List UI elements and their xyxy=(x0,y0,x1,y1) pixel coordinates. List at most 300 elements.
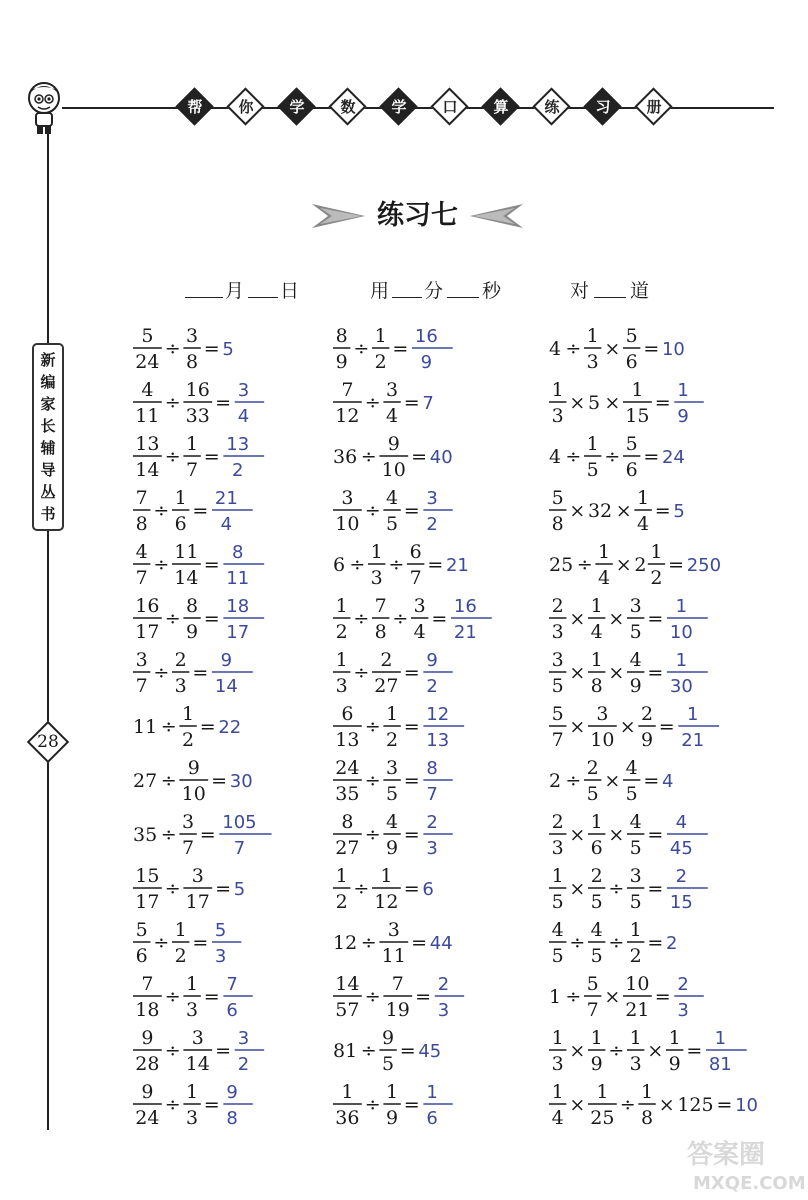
question-fraction xyxy=(588,649,605,697)
equals-sign: = xyxy=(403,824,420,846)
answer-fraction xyxy=(223,1082,252,1129)
answer-fraction xyxy=(219,812,271,859)
svg-text:4: 4 xyxy=(413,621,426,643)
svg-text:8: 8 xyxy=(186,595,199,617)
page-number: 28 xyxy=(37,732,59,752)
svg-text:3: 3 xyxy=(596,703,609,725)
svg-text:5: 5 xyxy=(551,945,564,967)
svg-text:27: 27 xyxy=(335,837,360,859)
question-fraction xyxy=(588,703,617,751)
svg-text:15: 15 xyxy=(625,405,650,427)
svg-text:4: 4 xyxy=(386,405,399,427)
operator: × xyxy=(615,500,632,522)
svg-text:1: 1 xyxy=(590,595,603,617)
side-char: 书 xyxy=(40,504,56,523)
svg-text:7: 7 xyxy=(135,487,148,509)
side-char: 长 xyxy=(40,416,56,435)
operator: ÷ xyxy=(364,824,381,846)
svg-text:8: 8 xyxy=(341,811,354,833)
answer-value: 21 xyxy=(445,555,469,576)
svg-text:17: 17 xyxy=(135,621,160,643)
question-fraction xyxy=(179,757,208,805)
question-fraction xyxy=(183,865,212,913)
question-number: 35 xyxy=(133,824,158,846)
answer-fraction xyxy=(674,974,703,1021)
operator: ÷ xyxy=(160,716,177,738)
answer-value: 10 xyxy=(661,339,685,360)
answer-fraction xyxy=(223,542,264,589)
svg-text:13: 13 xyxy=(335,729,360,751)
svg-text:3: 3 xyxy=(135,649,148,671)
question-fraction xyxy=(372,325,389,373)
svg-text:7: 7 xyxy=(341,379,354,401)
svg-text:3: 3 xyxy=(191,865,204,887)
svg-text:3: 3 xyxy=(437,1000,450,1021)
svg-text:17: 17 xyxy=(135,891,160,913)
svg-text:1: 1 xyxy=(590,649,603,671)
svg-text:24: 24 xyxy=(335,757,360,779)
equals-sign: = xyxy=(215,878,232,900)
side-char: 辅 xyxy=(40,438,56,457)
banner-char: 数 xyxy=(329,88,367,126)
svg-text:5: 5 xyxy=(586,973,599,995)
svg-text:2: 2 xyxy=(675,866,688,887)
svg-text:8: 8 xyxy=(186,351,199,373)
question-fraction xyxy=(383,1081,400,1129)
problem-item xyxy=(133,1080,363,1130)
problem-item xyxy=(133,810,363,860)
svg-text:3: 3 xyxy=(426,488,438,509)
question-fraction xyxy=(627,1027,644,1075)
svg-text:8: 8 xyxy=(135,513,148,535)
svg-text:45: 45 xyxy=(669,838,693,859)
svg-text:4: 4 xyxy=(386,811,399,833)
operator: ÷ xyxy=(565,338,582,360)
banner-char: 练 xyxy=(533,88,571,126)
operator: ÷ xyxy=(164,1040,181,1062)
svg-text:4: 4 xyxy=(237,406,250,427)
operator: ÷ xyxy=(388,554,405,576)
question-fraction xyxy=(179,703,196,751)
question-fraction xyxy=(627,595,644,643)
svg-text:1: 1 xyxy=(598,541,611,563)
svg-text:21: 21 xyxy=(453,622,477,643)
problem-item xyxy=(333,756,563,806)
equals-sign: = xyxy=(415,986,432,1008)
operator: ÷ xyxy=(619,1094,636,1116)
operator: × xyxy=(569,716,586,738)
svg-text:7: 7 xyxy=(135,567,148,589)
operator: ÷ xyxy=(164,392,181,414)
side-char: 丛 xyxy=(40,482,56,501)
svg-text:18: 18 xyxy=(135,999,160,1021)
question-fraction xyxy=(549,919,566,967)
page-title: 练习七 xyxy=(377,200,458,231)
operator: × xyxy=(658,1094,675,1116)
svg-text:12: 12 xyxy=(426,704,450,725)
answer-value: 22 xyxy=(218,717,242,738)
svg-text:2: 2 xyxy=(174,649,187,671)
question-fraction xyxy=(333,865,350,913)
svg-text:5: 5 xyxy=(586,459,599,481)
answer-fraction xyxy=(423,704,464,751)
svg-text:6: 6 xyxy=(341,703,354,725)
svg-text:5: 5 xyxy=(141,325,154,347)
question-fraction xyxy=(638,703,655,751)
operator: ÷ xyxy=(604,446,621,468)
svg-text:3: 3 xyxy=(186,999,199,1021)
operator: ÷ xyxy=(353,338,370,360)
question-fraction xyxy=(133,919,150,967)
operator: ÷ xyxy=(164,608,181,630)
question-fraction xyxy=(133,487,150,535)
svg-text:1: 1 xyxy=(386,1081,399,1103)
use-label: 用 xyxy=(370,280,390,302)
equals-sign: = xyxy=(403,662,420,684)
svg-text:1: 1 xyxy=(586,433,599,455)
svg-text:14: 14 xyxy=(185,1053,210,1075)
operator: ÷ xyxy=(364,716,381,738)
problem-item xyxy=(549,486,779,536)
svg-text:21: 21 xyxy=(214,488,238,509)
question-fraction xyxy=(666,1027,683,1075)
problem-item xyxy=(549,864,779,914)
svg-text:5: 5 xyxy=(386,513,399,535)
svg-text:1: 1 xyxy=(687,704,699,725)
operator: ÷ xyxy=(565,446,582,468)
answer-fraction xyxy=(212,920,241,967)
svg-text:1: 1 xyxy=(714,1028,727,1049)
svg-text:1: 1 xyxy=(335,865,348,887)
svg-text:2: 2 xyxy=(386,729,399,751)
svg-text:2: 2 xyxy=(426,812,438,833)
operator: ÷ xyxy=(164,1094,181,1116)
question-fraction xyxy=(588,865,605,913)
svg-text:3: 3 xyxy=(629,595,642,617)
question-fraction xyxy=(172,541,201,589)
svg-text:3: 3 xyxy=(386,757,399,779)
svg-text:2: 2 xyxy=(641,703,654,725)
svg-text:21: 21 xyxy=(625,999,650,1021)
problem-item xyxy=(333,918,563,968)
svg-text:5: 5 xyxy=(135,919,148,941)
equals-sign: = xyxy=(203,554,220,576)
operator: ÷ xyxy=(364,392,381,414)
question-fraction xyxy=(549,595,566,643)
svg-text:4: 4 xyxy=(629,649,642,671)
svg-text:2: 2 xyxy=(182,729,195,751)
operator: × xyxy=(569,608,586,630)
question-fraction xyxy=(623,325,640,373)
equals-sign: = xyxy=(192,932,209,954)
answer-fraction xyxy=(423,650,452,697)
svg-text:3: 3 xyxy=(341,487,354,509)
equals-sign: = xyxy=(203,986,220,1008)
svg-text:2: 2 xyxy=(374,351,387,373)
operator: ÷ xyxy=(353,662,370,684)
question-fraction xyxy=(588,595,605,643)
problem-item xyxy=(333,486,563,536)
svg-text:3: 3 xyxy=(214,946,227,967)
problem-item xyxy=(549,1080,779,1130)
svg-text:3: 3 xyxy=(677,1000,689,1021)
svg-text:25: 25 xyxy=(590,1107,615,1129)
svg-text:5: 5 xyxy=(214,920,227,941)
answer-value: 44 xyxy=(429,933,453,954)
side-char: 新 xyxy=(40,350,56,369)
question-fraction xyxy=(379,433,408,481)
question-fraction xyxy=(623,379,652,427)
question-fraction xyxy=(623,973,652,1021)
question-fraction xyxy=(333,595,350,643)
svg-text:5: 5 xyxy=(551,675,564,697)
question-fraction xyxy=(627,865,644,913)
answer-fraction xyxy=(674,380,703,427)
question-number: 11 xyxy=(133,716,158,738)
svg-text:1: 1 xyxy=(668,1027,681,1049)
watermark-line1: 答案圈 xyxy=(687,1140,766,1170)
svg-text:9: 9 xyxy=(677,406,689,427)
operator: × xyxy=(604,392,621,414)
svg-text:5: 5 xyxy=(625,433,638,455)
question-number: 2 xyxy=(634,554,647,576)
equals-sign: = xyxy=(192,662,209,684)
svg-text:12: 12 xyxy=(374,891,399,913)
svg-text:5: 5 xyxy=(551,487,564,509)
svg-text:6: 6 xyxy=(590,837,603,859)
question-number: 12 xyxy=(333,932,358,954)
problem-item xyxy=(333,972,563,1022)
equals-sign: = xyxy=(658,716,675,738)
question-fraction xyxy=(549,487,566,535)
svg-text:4: 4 xyxy=(675,812,688,833)
question-fraction xyxy=(333,325,350,373)
problem-item xyxy=(133,324,363,374)
question-fraction xyxy=(333,379,362,427)
svg-text:5: 5 xyxy=(386,783,399,805)
svg-text:9: 9 xyxy=(426,650,438,671)
operator: ÷ xyxy=(360,1040,377,1062)
svg-text:3: 3 xyxy=(386,379,399,401)
svg-text:7: 7 xyxy=(426,784,438,805)
svg-text:1: 1 xyxy=(335,595,348,617)
question-fraction xyxy=(588,1027,605,1075)
svg-text:7: 7 xyxy=(374,595,387,617)
question-number: 4 xyxy=(549,338,562,360)
operator: ÷ xyxy=(360,446,377,468)
svg-text:6: 6 xyxy=(625,459,638,481)
question-fraction xyxy=(372,595,389,643)
question-fraction xyxy=(183,433,200,481)
problem-item xyxy=(133,540,366,590)
svg-text:2: 2 xyxy=(677,974,689,995)
banner-char: 册 xyxy=(635,88,673,126)
svg-text:16: 16 xyxy=(414,326,438,347)
page-number-badge xyxy=(26,720,70,764)
svg-text:2: 2 xyxy=(551,811,564,833)
svg-text:1: 1 xyxy=(186,1081,199,1103)
question-fraction xyxy=(183,1081,200,1129)
svg-text:5: 5 xyxy=(625,783,638,805)
problem-item xyxy=(333,432,563,482)
svg-text:2: 2 xyxy=(426,514,438,535)
operator: ÷ xyxy=(164,878,181,900)
svg-text:9: 9 xyxy=(187,757,200,779)
svg-text:4: 4 xyxy=(637,513,650,535)
problem-item xyxy=(549,1026,779,1076)
banner-char: 学 xyxy=(278,88,316,126)
equals-sign: = xyxy=(199,824,216,846)
equals-sign: = xyxy=(647,932,664,954)
operator: ÷ xyxy=(164,446,181,468)
question-number: 6 xyxy=(333,554,346,576)
operator: × xyxy=(619,716,636,738)
svg-text:3: 3 xyxy=(191,1027,204,1049)
question-fraction xyxy=(584,973,601,1021)
svg-text:3: 3 xyxy=(629,865,642,887)
question-fraction xyxy=(383,757,400,805)
equals-sign: = xyxy=(654,500,671,522)
svg-text:5: 5 xyxy=(629,837,642,859)
svg-text:24: 24 xyxy=(135,1107,160,1129)
answer-fraction xyxy=(223,974,252,1021)
operator: × xyxy=(647,1040,664,1062)
question-number: 1 xyxy=(549,986,562,1008)
svg-text:10: 10 xyxy=(669,622,693,643)
problem-item xyxy=(133,486,363,536)
svg-text:11: 11 xyxy=(226,568,250,589)
svg-text:2: 2 xyxy=(335,891,348,913)
svg-text:2: 2 xyxy=(650,567,663,589)
equals-sign: = xyxy=(411,932,428,954)
svg-text:3: 3 xyxy=(551,621,564,643)
svg-text:14: 14 xyxy=(335,973,360,995)
svg-text:10: 10 xyxy=(335,513,360,535)
svg-text:1: 1 xyxy=(374,325,387,347)
problem-item xyxy=(133,756,363,806)
equals-sign: = xyxy=(403,878,420,900)
svg-text:1: 1 xyxy=(370,541,383,563)
day-label: 日 xyxy=(280,280,300,302)
svg-text:9: 9 xyxy=(226,1082,238,1103)
equals-sign: = xyxy=(203,1094,220,1116)
svg-text:13: 13 xyxy=(135,433,160,455)
svg-text:4: 4 xyxy=(141,379,154,401)
svg-text:5: 5 xyxy=(625,325,638,347)
question-fraction xyxy=(379,919,408,967)
operator: × xyxy=(569,824,586,846)
problem-item xyxy=(549,972,779,1022)
svg-text:2: 2 xyxy=(590,865,603,887)
answer-value: 30 xyxy=(229,771,253,792)
svg-text:2: 2 xyxy=(437,974,450,995)
equals-sign: = xyxy=(211,770,228,792)
answer-value: 45 xyxy=(418,1041,442,1062)
svg-text:11: 11 xyxy=(174,541,199,563)
answer-value: 10 xyxy=(735,1095,759,1116)
svg-text:6: 6 xyxy=(426,1108,438,1129)
operator: × xyxy=(604,338,621,360)
operator: ÷ xyxy=(160,824,177,846)
svg-text:2: 2 xyxy=(551,595,564,617)
question-fraction xyxy=(584,325,601,373)
operator: × xyxy=(569,500,586,522)
svg-text:1: 1 xyxy=(341,1081,354,1103)
question-number: 27 xyxy=(133,770,158,792)
equals-sign: = xyxy=(647,662,664,684)
question-fraction xyxy=(333,649,350,697)
problem-item xyxy=(549,702,779,752)
svg-text:1: 1 xyxy=(551,1027,564,1049)
question-fraction xyxy=(133,1027,162,1075)
question-fraction xyxy=(584,757,601,805)
svg-text:5: 5 xyxy=(382,1053,395,1075)
svg-text:10: 10 xyxy=(381,459,406,481)
svg-text:2: 2 xyxy=(335,621,348,643)
problem-item xyxy=(133,594,363,644)
answer-fraction xyxy=(678,704,719,751)
equals-sign: = xyxy=(643,338,660,360)
answer-fraction xyxy=(706,1028,747,1075)
svg-text:4: 4 xyxy=(386,487,399,509)
svg-text:19: 19 xyxy=(385,999,410,1021)
svg-text:8: 8 xyxy=(641,1107,654,1129)
svg-text:3: 3 xyxy=(186,1107,199,1129)
question-fraction xyxy=(549,703,566,751)
question-fraction xyxy=(383,379,400,427)
svg-text:9: 9 xyxy=(386,1107,399,1129)
svg-text:28: 28 xyxy=(135,1053,160,1075)
question-fraction xyxy=(133,595,162,643)
equals-sign: = xyxy=(716,1094,733,1116)
svg-text:27: 27 xyxy=(374,675,399,697)
problem-item xyxy=(133,972,363,1022)
equals-sign: = xyxy=(403,770,420,792)
question-fraction xyxy=(133,541,150,589)
svg-text:2: 2 xyxy=(586,757,599,779)
question-fraction xyxy=(383,973,412,1021)
question-fraction xyxy=(183,325,200,373)
problem-item xyxy=(333,540,563,590)
equals-sign: = xyxy=(431,608,448,630)
svg-text:9: 9 xyxy=(641,729,654,751)
operator: ÷ xyxy=(364,986,381,1008)
svg-text:12: 12 xyxy=(335,405,360,427)
equals-sign: = xyxy=(411,446,428,468)
answer-value: 4 xyxy=(661,771,674,792)
question-fraction xyxy=(333,487,362,535)
operator: ÷ xyxy=(608,878,625,900)
problem-item xyxy=(133,432,363,482)
operator: ÷ xyxy=(565,986,582,1008)
operator: × xyxy=(569,392,586,414)
svg-text:3: 3 xyxy=(551,837,564,859)
svg-text:2: 2 xyxy=(629,945,642,967)
operator: ÷ xyxy=(565,770,582,792)
equals-sign: = xyxy=(668,554,685,576)
svg-text:17: 17 xyxy=(185,891,210,913)
svg-text:1: 1 xyxy=(426,1082,438,1103)
operator: × xyxy=(608,824,625,846)
series-side-label xyxy=(32,343,64,531)
equals-sign: = xyxy=(199,716,216,738)
operator: × xyxy=(569,662,586,684)
svg-text:8: 8 xyxy=(426,758,438,779)
equals-sign: = xyxy=(654,986,671,1008)
answer-value: 2 xyxy=(665,933,678,954)
operator: ÷ xyxy=(576,554,593,576)
equals-sign: = xyxy=(643,770,660,792)
